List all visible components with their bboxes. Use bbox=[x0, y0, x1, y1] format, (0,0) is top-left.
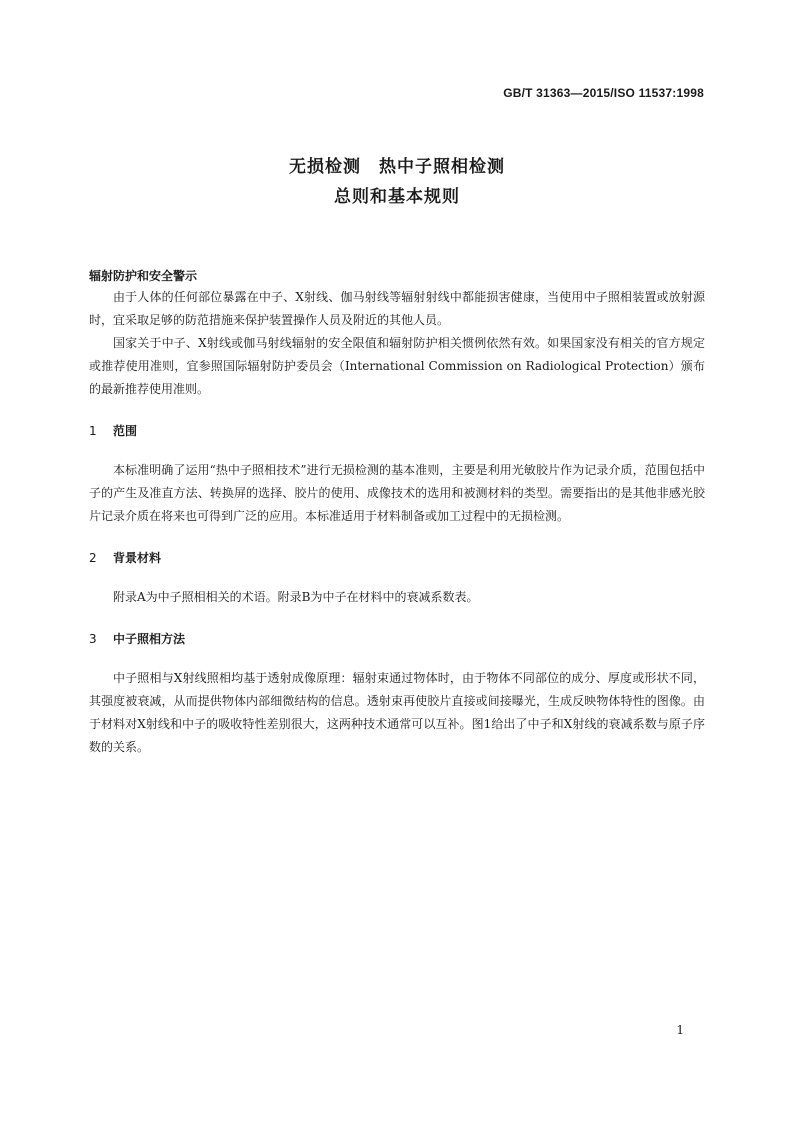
standard-code: GB/T 31363—2015/ISO 11537:1998 bbox=[503, 86, 704, 100]
section-title: 中子照相方法 bbox=[113, 632, 186, 646]
document-title-line1: 无损检测 热中子照相检测 bbox=[289, 157, 505, 177]
section-number: 3 bbox=[89, 632, 97, 646]
section-title: 背景材料 bbox=[113, 551, 162, 565]
safety-warning-paragraph: 由于人体的任何部位暴露在中子、X射线、伽马射线等辐射射线中都能损害健康，当使用中子照相装置或放射源时，宜采取足够的防范措施来保护装置操作人员及附近的其他人员。 bbox=[89, 290, 705, 327]
safety-warning-paragraph: 国家关于中子、X射线或伽马射线辐射的安全限值和辐射防护相关惯例依然有效。如果国家没有相关的官方规定或推荐使用准则，宜参照国际辐射防护委员会（International Commission on Radiological Protection）颁布的最新推荐使用准则。 bbox=[89, 336, 705, 396]
document-body bbox=[89, 266, 705, 759]
section-heading-method bbox=[89, 629, 705, 649]
section-number: 1 bbox=[89, 424, 97, 438]
section-paragraph: 中子照相与X射线照相均基于透射成像原理：辐射束通过物体时，由于物体不同部位的成分、厚度或形状不同，其强度被衰减，从而提供物体内部细微结构的信息。透射束再使胶片直接或间接曝光，生成反映物体特性的图像。由于材料对X射线和中子的吸收特性差别很大，这两种技术通常可以互补。图1给出了中子和X射线的衰减系数与原子序数的关系。 bbox=[89, 671, 705, 754]
section-title: 范围 bbox=[113, 424, 138, 438]
section-paragraph: 本标准明确了运用“热中子照相技术”进行无损检测的基本准则，主要是利用光敏胶片作为记录介质，范围包括中子的产生及准直方法、转换屏的选择、胶片的使用、成像技术的选用和被测材料的类型。需要指出的是其他非感光胶片记录介质在将来也可得到广泛的应用。本标准适用于材料制备或加工过程中的无损检测。 bbox=[89, 463, 705, 523]
safety-warning-heading: 辐射防护和安全警示 bbox=[89, 269, 198, 283]
section-paragraph: 附录A为中子照相相关的术语。附录B为中子在材料中的衰减系数表。 bbox=[113, 590, 479, 604]
section-heading-background bbox=[89, 548, 705, 568]
document-title-line2: 总则和基本规则 bbox=[334, 187, 460, 207]
section-heading-scope bbox=[89, 421, 705, 441]
page-number: 1 bbox=[676, 1023, 684, 1037]
section-number: 2 bbox=[89, 551, 97, 565]
